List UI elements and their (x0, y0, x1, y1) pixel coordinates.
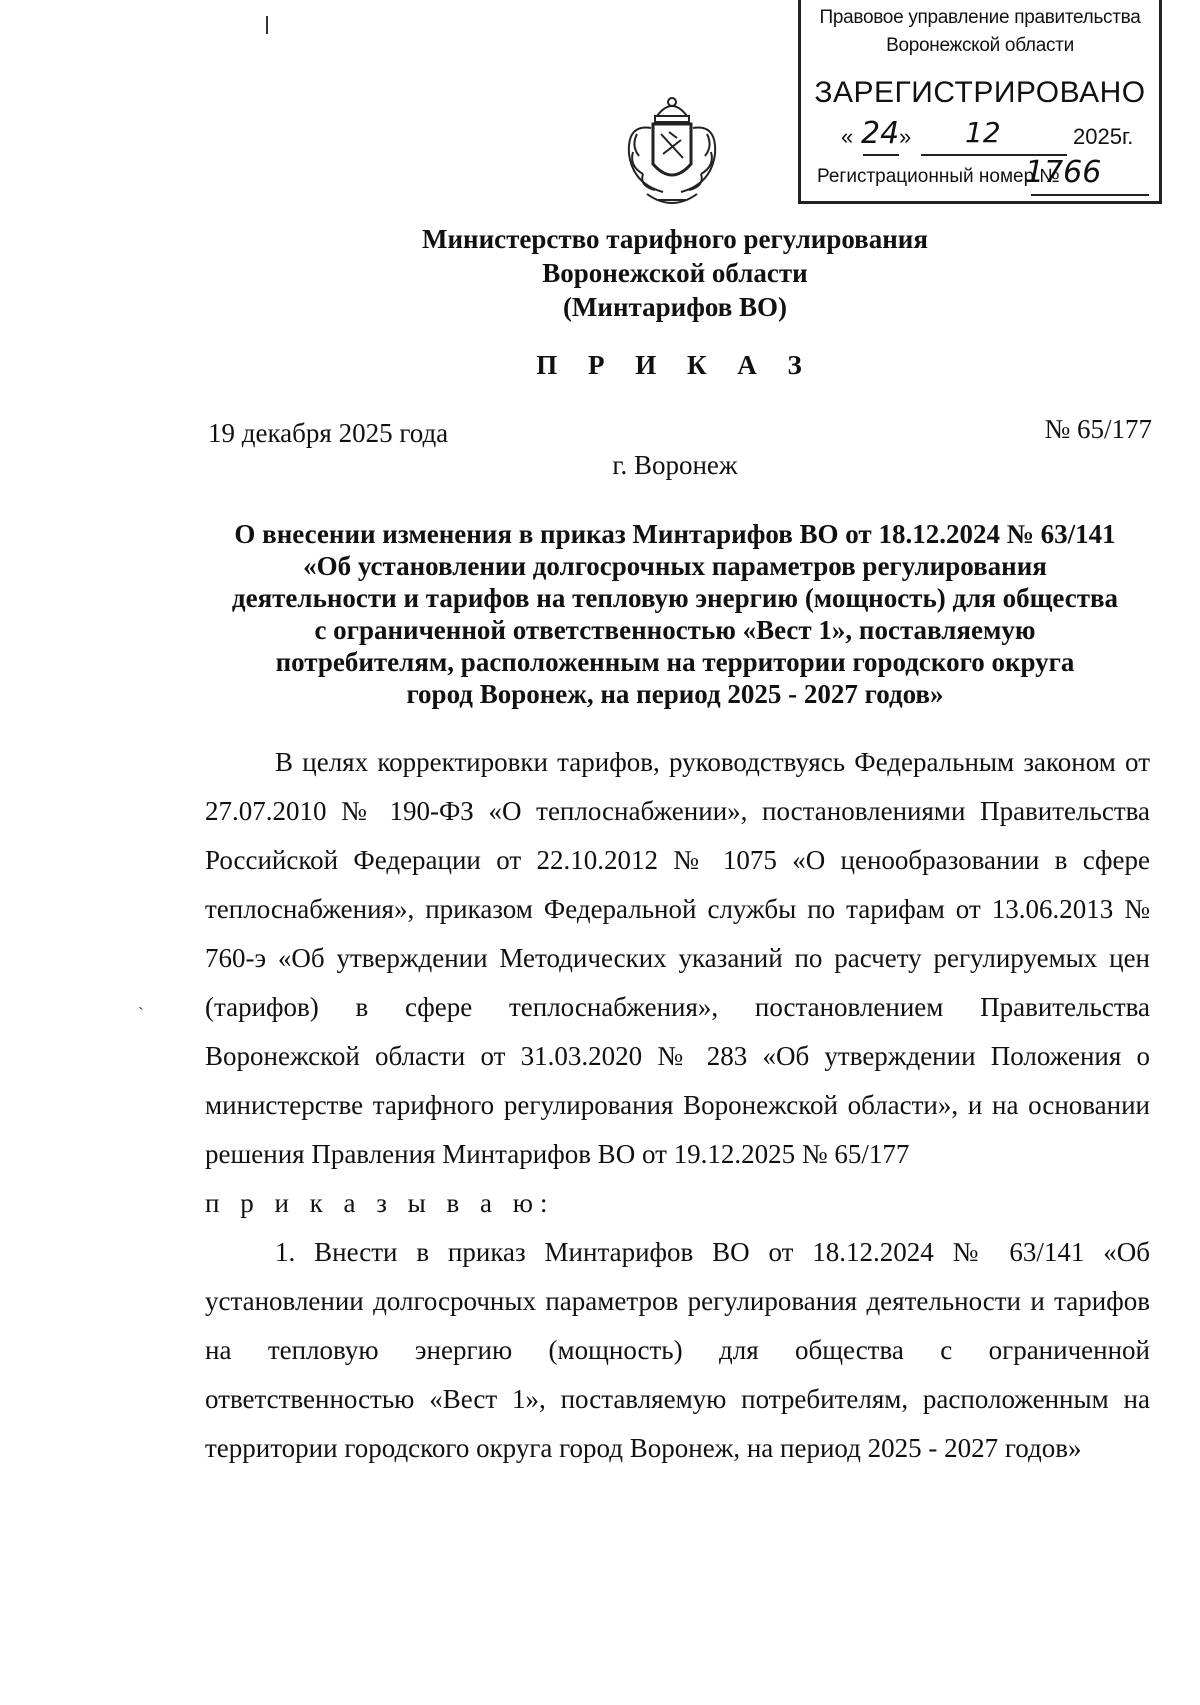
stamp-date (841, 118, 1141, 158)
order-city: г. Воронеж (612, 450, 738, 480)
stamp-date-close-quote: » (899, 124, 912, 149)
heading-line: деятельности и тарифов на тепловую энергию (мощность) для общества (231, 583, 1119, 613)
stamp-date-month: 12 (965, 116, 1001, 149)
stamp-date-open-quote: « (841, 124, 854, 149)
ministry-line2: Воронежской области (542, 258, 808, 288)
document-type: П Р И К А З (536, 350, 814, 380)
order-word: п р и к а з ы в а ю: (205, 1188, 555, 1218)
order-body (205, 738, 1150, 1473)
heading-line: город Воронеж, на период 2025 - 2027 годов» (406, 679, 944, 709)
coat-of-arms-icon (617, 94, 727, 218)
item-1-paragraph: 1. Внести в приказ Минтарифов ВО от 18.12.2024 № 63/141 «Об установлении долгосрочных параметров регулирования деятельности и тарифов на тепловую энергию (мощность) для общества с ограниченной ответственностью «Вест 1», поставляемую потребителям, расположенным на территории городского округа город Воронеж, на период 2025 - 2027 годов» (205, 1237, 1150, 1463)
stamp-status: ЗАРЕГИСТРИРОВАНО (814, 76, 1146, 109)
stamp-date-underline-day (863, 154, 899, 156)
ministry-line3: (Минтарифов ВО) (562, 292, 788, 322)
stray-dot: ` (138, 1004, 144, 1024)
ministry-name (0, 222, 1200, 324)
order-date: 19 декабря 2025 года (208, 418, 449, 448)
stamp-reg-underline (1031, 194, 1149, 196)
order-heading (200, 518, 1150, 710)
heading-line: «Об установлении долгосрочных параметров регулирования (303, 551, 1047, 581)
stray-mark (266, 16, 268, 34)
heading-line: с ограниченной ответственностью «Вест 1», поставляемую (314, 615, 1036, 645)
ministry-line1: Министерство тарифного регулирования (422, 224, 928, 254)
stamp-reg-label: Регистрационный номер № (817, 166, 1060, 187)
preamble-paragraph: В целях корректировки тарифов, руководствуясь Федеральным законом от 27.07.2010 № 190-ФЗ «О теплоснабжении», постановлениями Правительства Российской Федерации от 22.10.2012 № 1075 «О ценообразовании в сфере теплоснабжения», приказом Федеральной службы по тарифам от 13.06.2013 № 760-э «Об утверждении Методических указаний по расчету регулируемых цен (тарифов) в сфере теплоснабжения», постановлением Правительства Воронежской области от 31.03.2020 № 283 «Об утверждении Положения о министерстве тарифного регулирования Воронежской области», и на основании решения Правления Минтарифов ВО от 19.12.2025 № 65/177 (205, 747, 1150, 1169)
order-number: № 65/177 (1044, 414, 1152, 444)
stamp-org-line1: Правовое управление правительства (819, 7, 1141, 28)
stamp-date-year: 2025г. (1073, 124, 1134, 149)
heading-line: потребителям, расположенным на территории городского округа (275, 647, 1075, 677)
stamp-date-day: 24 (861, 116, 900, 151)
heading-line: О внесении изменения в приказ Минтарифов ВО от 18.12.2024 № 63/141 (234, 519, 1116, 549)
stamp-organization (801, 4, 1159, 60)
stamp-reg-number: 1766 (1025, 155, 1102, 190)
registration-stamp (798, 0, 1162, 204)
stamp-org-line2: Воронежской области (886, 35, 1074, 56)
